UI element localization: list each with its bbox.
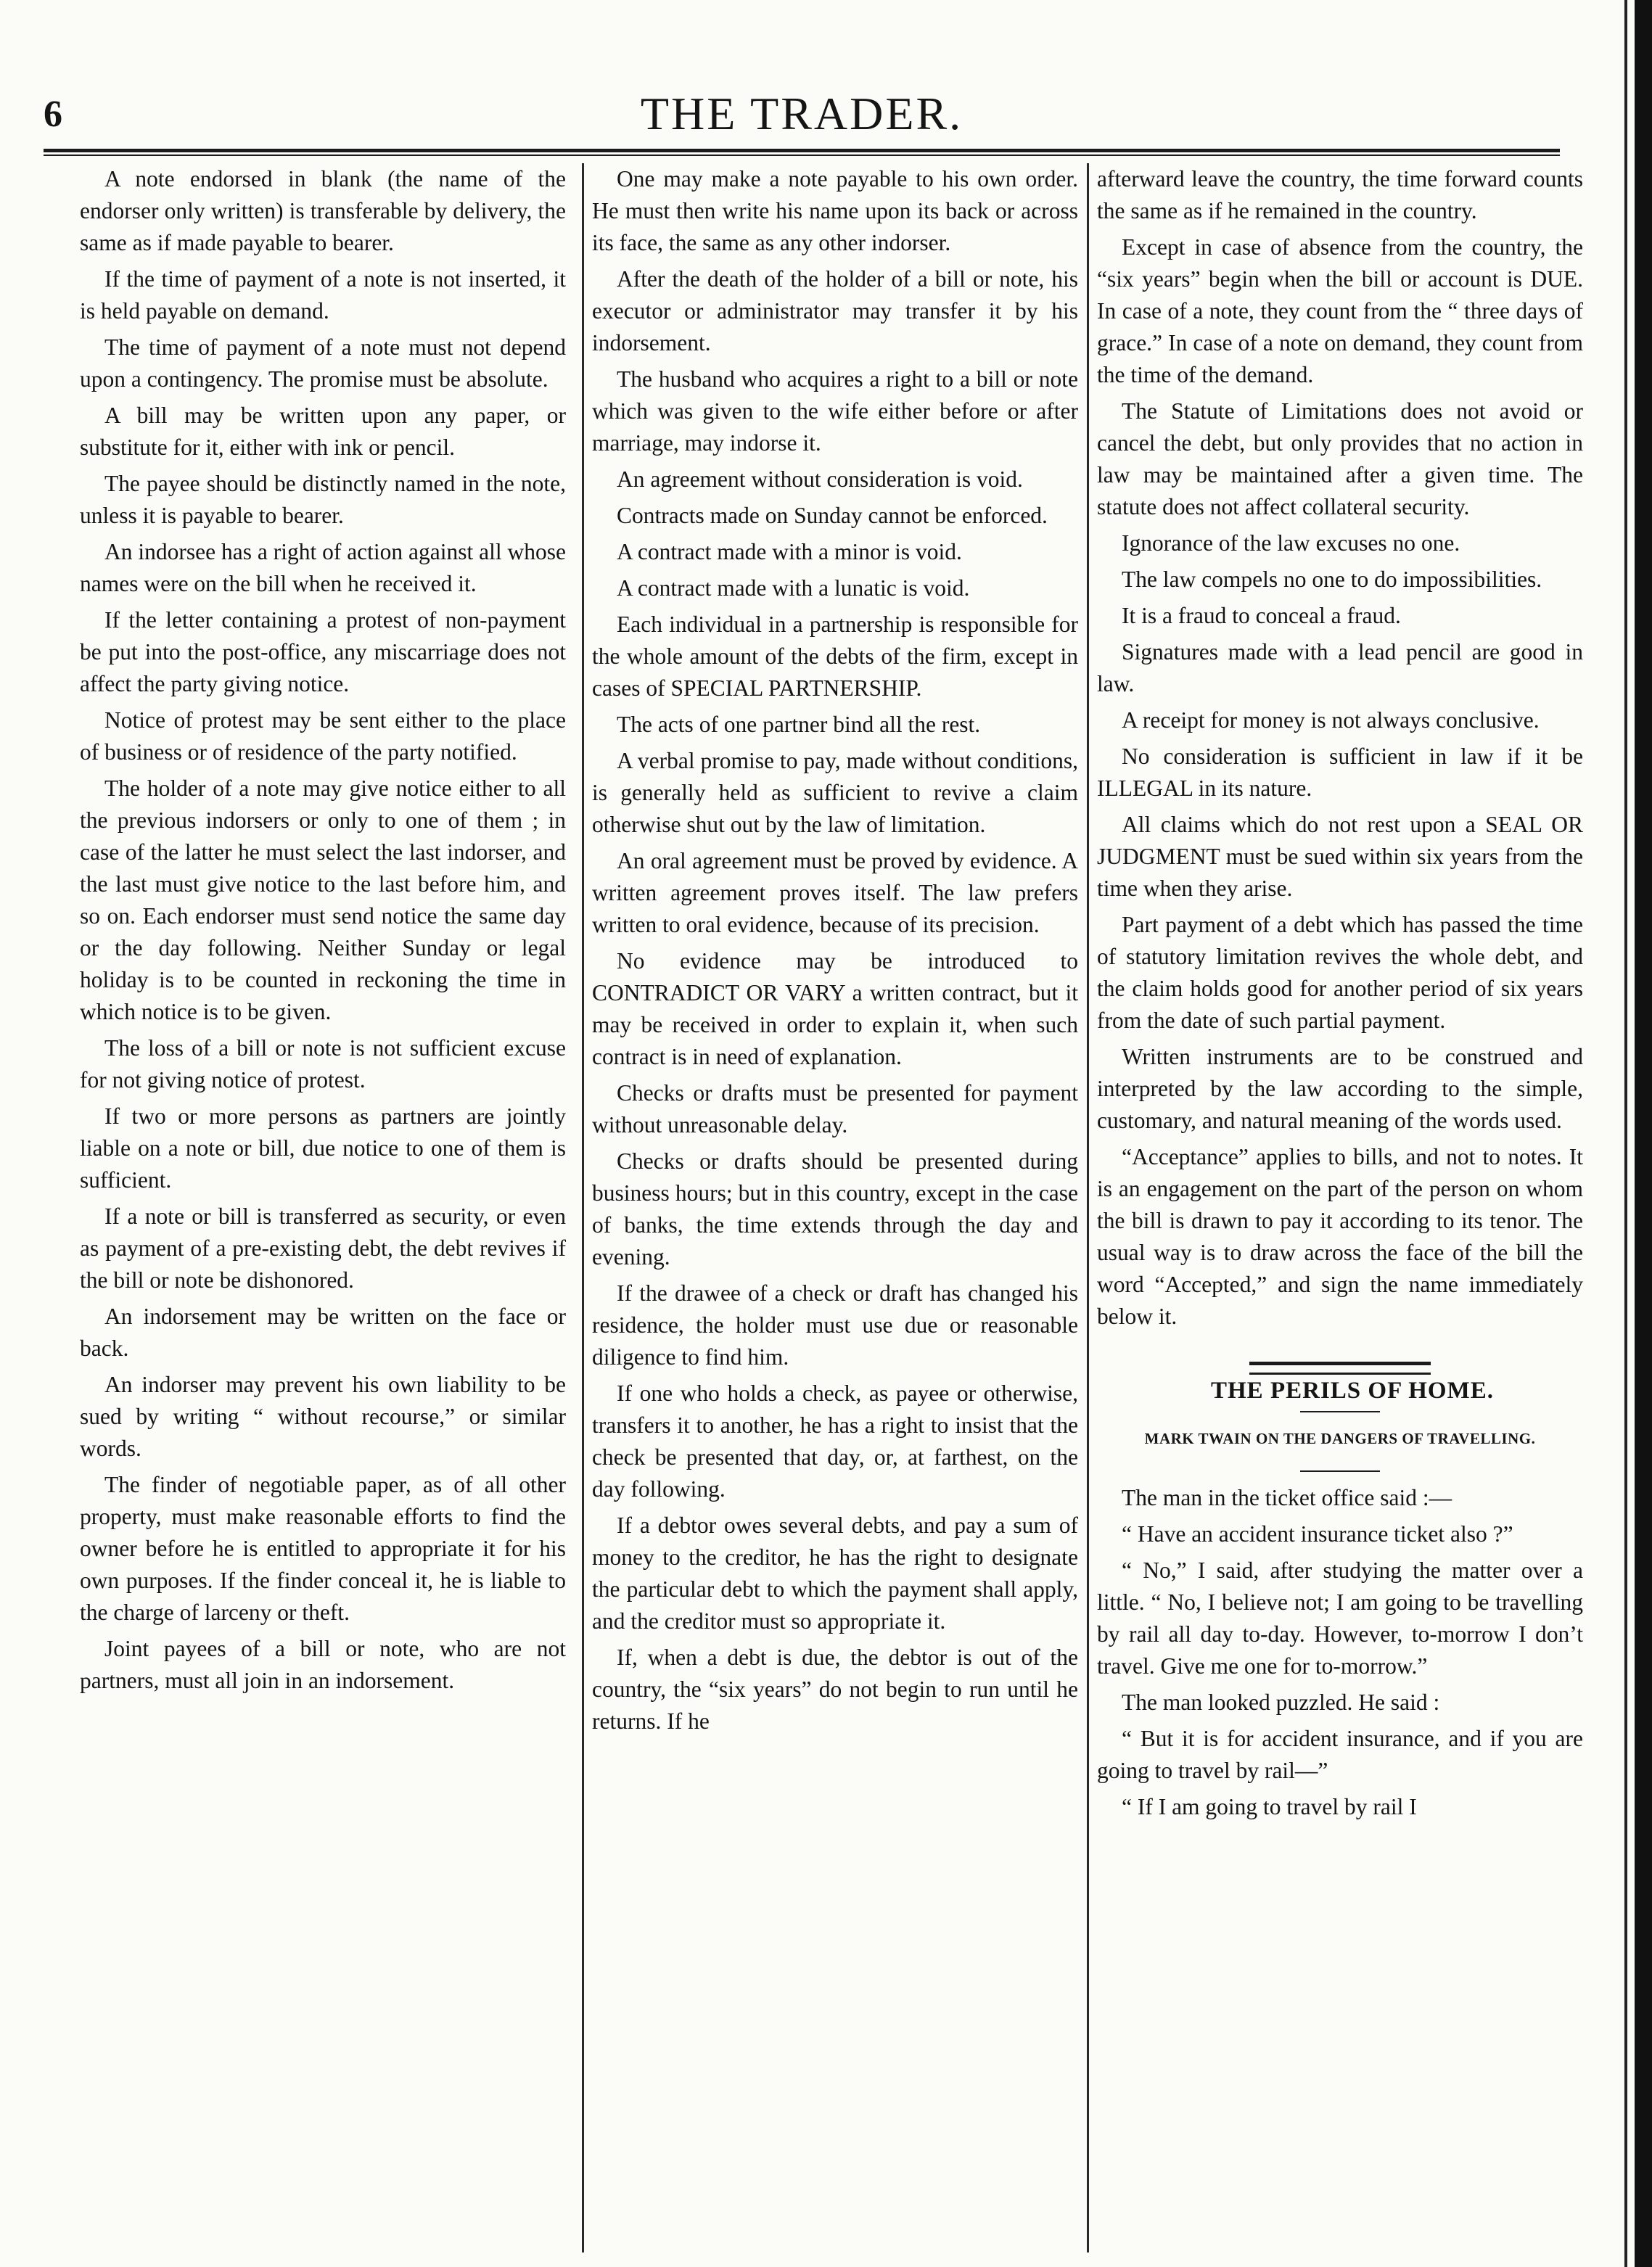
paragraph: An oral agreement must be proved by evidence. A written agreement proves itself. The law prefers written to oral evidence, because of its precision.	[592, 848, 1078, 937]
column-3	[1097, 163, 1583, 2252]
paragraph: If two or more persons as partners are jointly liable on a note or bill, due notice to one of them is sufficient.	[80, 1103, 566, 1193]
paragraph: The time of payment of a note must not depend upon a contingency. The promise must be absolute.	[80, 334, 566, 392]
paragraph: “ But it is for accident insurance, and if you are going to travel by rail—”	[1097, 1726, 1583, 1783]
paragraph: “ No,” I said, after studying the matter over a little. “ No, I believe not; I am going to be travelling by rail all day to-day. However, to-morrow I don’t travel. Give me one for to-morrow.”	[1097, 1558, 1583, 1679]
paragraph: Ignorance of the law excuses no one.	[1122, 530, 1460, 556]
scan-edge-line	[1624, 0, 1627, 2267]
column-3-body	[1097, 163, 1583, 1333]
column-divider-2	[1087, 163, 1089, 2252]
section-subtitle: MARK TWAIN ON THE DANGERS OF TRAVELLING.	[1144, 1430, 1536, 1447]
paragraph: The payee should be distinctly named in the note, unless it is payable to bearer.	[80, 471, 566, 528]
paragraph: It is a fraud to conceal a fraud.	[1122, 603, 1401, 628]
paragraph: No evidence may be introduced to CONTRADICT OR VARY a written contract, but it may be received in order to explain it, when such contract is in need of explanation.	[592, 948, 1078, 1069]
paragraph: Part payment of a debt which has passed the time of statutory limitation revives the whole debt, and the claim holds good for another period of six years from the date of such partial payment.	[1097, 912, 1583, 1033]
column-divider-1	[582, 163, 584, 2252]
paragraph: An indorsement may be written on the face or back.	[80, 1304, 566, 1361]
paragraph: Joint payees of a bill or note, who are not partners, must all join in an indorsement.	[80, 1636, 566, 1693]
paragraph: Checks or drafts must be presented for payment without unreasonable delay.	[592, 1080, 1078, 1137]
paragraph: If, when a debt is due, the debtor is out of the country, the “six years” do not begin to run until he returns. If he	[592, 1645, 1078, 1734]
paragraph: The man in the ticket office said :—	[1122, 1485, 1452, 1510]
paragraph: The law compels no one to do impossibilities.	[1122, 567, 1542, 592]
paragraph: The husband who acquires a right to a bill or note which was given to the wife either before or after marriage, may indorse it.	[592, 366, 1078, 456]
paragraph: The finder of negotiable paper, as of all other property, must make reasonable efforts to find the owner before he is entitled to appropriate it for his own purposes. If the finder conceal it, he is liable to the charge of larceny or theft.	[80, 1472, 566, 1625]
paragraph: The Statute of Limitations does not avoid or cancel the debt, but only provides that no action in law may be maintained after a given time. The statute does not affect collateral security.	[1097, 398, 1583, 519]
paragraph: Signatures made with a lead pencil are good in law.	[1097, 639, 1583, 696]
paragraph: If one who holds a check, as payee or otherwise, transfers it to another, he has a right to insist that the check be presented that day, or, at farthest, on the day following.	[592, 1381, 1078, 1502]
page-number: 6	[44, 94, 62, 135]
paragraph: Contracts made on Sunday cannot be enforced.	[617, 503, 1048, 528]
paragraph: If the time of payment of a note is not inserted, it is held payable on demand.	[80, 266, 566, 324]
paragraph: An indorsee has a right of action against all whose names were on the bill when he received it.	[80, 539, 566, 596]
paragraph: All claims which do not rest upon a SEAL OR JUDGMENT must be sued within six years from the time when they arise.	[1097, 812, 1583, 901]
section-rule-top	[1249, 1362, 1431, 1365]
paragraph: An indorser may prevent his own liability to be sued by writing “ without recourse,” or similar words.	[80, 1372, 566, 1461]
paragraph: Notice of protest may be sent either to the place of business or of residence of the party notified.	[80, 707, 566, 765]
header-rule	[44, 149, 1560, 152]
page-header	[44, 87, 1560, 145]
paragraph: A verbal promise to pay, made without conditions, is generally held as sufficient to revive a claim otherwise shut out by the law of limitation.	[592, 748, 1078, 837]
paragraph: “Acceptance” applies to bills, and not to notes. It is an engagement on the part of the person on whom the bill is drawn to pay it according to its tenor. The usual way is to draw across the face of the bill the word “Accepted,” and sign the name immediately below it.	[1097, 1144, 1583, 1329]
paragraph: If a note or bill is transferred as security, or even as payment of a pre-existing debt, the debt revives if the bill or note be dishonored.	[80, 1204, 566, 1293]
paragraph: The acts of one partner bind all the rest.	[617, 712, 981, 737]
paragraph: Each individual in a partnership is responsible for the whole amount of the debts of the firm, except in cases of SPECIAL PARTNERSHIP.	[592, 612, 1078, 701]
column-2-body	[592, 163, 1078, 1737]
paragraph: “ If I am going to travel by rail I	[1122, 1794, 1417, 1819]
paragraph: One may make a note payable to his own order. He must then write his name upon its back or across its face, the same as any other indorser.	[592, 166, 1078, 255]
paragraph: An agreement without consideration is void.	[617, 466, 1023, 492]
paragraph: The loss of a bill or note is not sufficient excuse for not giving notice of protest.	[80, 1035, 566, 1093]
paragraph: If a debtor owes several debts, and pay a sum of money to the creditor, he has the right to designate the particular debt to which the payment shall apply, and the creditor must so appropriate it.	[592, 1513, 1078, 1634]
paragraph: A contract made with a minor is void.	[617, 539, 962, 564]
paragraph: The holder of a note may give notice either to all the previous indorsers or only to one of them ; in case of the latter he must select the last indorser, and the last must give notice to the last before him, and so on. Each endorser must send notice the same day or the day following. Neither Sunday or legal holiday is to be counted in reckoning the time in which notice is to be given.	[80, 775, 566, 1024]
column-1	[80, 163, 566, 2252]
paragraph: If the letter containing a protest of non-payment be put into the post-office, any miscarriage does not affect the party giving notice.	[80, 607, 566, 696]
paragraph: The man looked puzzled. He said :	[1122, 1690, 1440, 1715]
scan-edge-bar	[1635, 0, 1652, 2267]
paragraph: Written instruments are to be construed and interpreted by the law according to the simple, customary, and natural meaning of the words used.	[1097, 1044, 1583, 1133]
paragraph: “ Have an accident insurance ticket also ?”	[1122, 1521, 1513, 1547]
header-rule-thin	[44, 155, 1560, 156]
paragraph: A receipt for money is not always conclusive.	[1122, 707, 1540, 733]
paragraph: afterward leave the country, the time forward counts the same as if he remained in the country.	[1097, 166, 1583, 223]
paragraph: If the drawee of a check or draft has changed his residence, the holder must use due or reasonable diligence to find him.	[592, 1280, 1078, 1370]
paragraph: No consideration is sufficient in law if it be ILLEGAL in its nature.	[1097, 744, 1583, 801]
column-1-body	[80, 163, 566, 1697]
paragraph: After the death of the holder of a bill or note, his executor or administrator may transfer it by his indorsement.	[592, 266, 1078, 355]
paragraph: A contract made with a lunatic is void.	[617, 575, 970, 601]
section-title-rule	[1300, 1411, 1380, 1412]
section-title: THE PERILS OF HOME.	[1211, 1378, 1494, 1404]
paragraph: Except in case of absence from the country, the “six years” begin when the bill or account is DUE. In case of a note, they count from the “ three days of grace.” In case of a note on demand, they count from the time of the demand.	[1097, 234, 1583, 387]
paragraph: Checks or drafts should be presented during business hours; but in this country, except in the case of banks, the time extends through the day and evening.	[592, 1148, 1078, 1270]
masthead-title: THE TRADER.	[640, 88, 963, 139]
paragraph: A note endorsed in blank (the name of the endorser only written) is transferable by delivery, the same as if made payable to bearer.	[80, 166, 566, 255]
column-2	[592, 163, 1078, 2252]
story-body	[1097, 1482, 1583, 1823]
paragraph: A bill may be written upon any paper, or substitute for it, either with ink or pencil.	[80, 403, 566, 460]
section-subtitle-rule	[1300, 1470, 1380, 1472]
